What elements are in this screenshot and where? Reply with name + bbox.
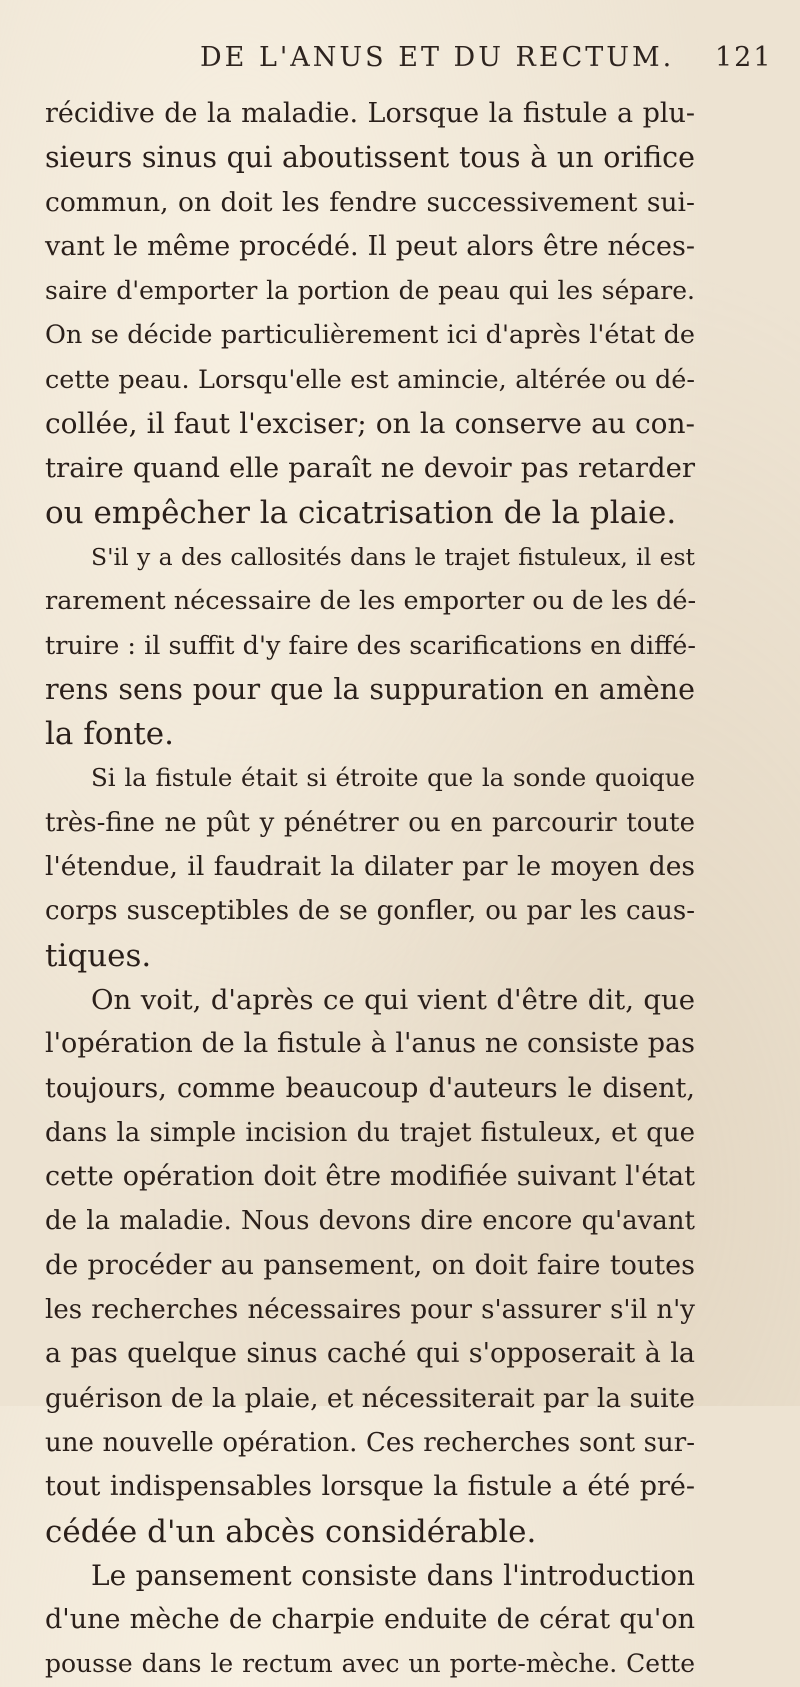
- text-line: les recherches nécessaires pour s'assurer s'il n'y: [45, 1295, 695, 1326]
- text-line: cédée d'un abcès considérable.: [45, 1513, 537, 1550]
- page-number: 121: [715, 42, 773, 73]
- text-line: l'opération de la fistule à l'anus ne consiste pas: [45, 1028, 695, 1060]
- running-title: DE L'ANUS ET DU RECTUM.: [200, 42, 675, 73]
- text-line: rens sens pour que la suppuration en amène: [45, 672, 695, 706]
- text-line: vant le même procédé. Il peut alors être néces-: [45, 230, 695, 262]
- text-line: l'étendue, il faudrait la dilater par le moyen des: [45, 851, 695, 883]
- text-line: rarement nécessaire de les emporter ou de les dé-: [45, 586, 697, 617]
- text-line: ou empêcher la cicatrisation de la plaie.: [45, 494, 677, 531]
- text-line: tout indispensables lorsque la fistule a été pré-: [45, 1471, 695, 1503]
- text-line: cette peau. Lorsqu'elle est amincie, altérée ou dé-: [45, 364, 695, 395]
- text-line: Le pansement consiste dans l'introduction: [91, 1558, 695, 1592]
- text-line: traire quand elle paraît ne devoir pas retarder: [45, 452, 695, 485]
- text-line: S'il y a des callosités dans le trajet fistuleux, il est: [91, 542, 695, 571]
- text-line: tiques.: [45, 937, 152, 974]
- text-line: récidive de la maladie. Lorsque la fistule a plu-: [45, 98, 695, 129]
- text-line: toujours, comme beaucoup d'auteurs le disent,: [45, 1072, 695, 1104]
- text-line: la fonte.: [45, 716, 175, 753]
- text-line: corps susceptibles de se gonfler, ou par les caus-: [45, 896, 695, 927]
- text-line: sieurs sinus qui aboutissent tous à un orifice: [45, 141, 695, 175]
- text-line: commun, on doit les fendre successivement sui-: [45, 186, 695, 218]
- text-line: très-fine ne pût y pénétrer ou en parcourir toute: [45, 807, 695, 838]
- text-line: Si la fistule était si étroite que la sonde quoique: [91, 763, 695, 793]
- text-line: d'une mèche de charpie enduite de cérat qu'on: [45, 1604, 695, 1636]
- text-line: dans la simple incision du trajet fistuleux, et que: [45, 1117, 695, 1148]
- text-line: collée, il faut l'exciser; on la conserve au con-: [45, 407, 695, 441]
- text-line: une nouvelle opération. Ces recherches sont sur-: [45, 1427, 695, 1458]
- text-line: guérison de la plaie, et nécessiterait par la suite: [45, 1382, 695, 1414]
- text-line: On voit, d'après ce qui vient d'être dit, que: [91, 983, 695, 1016]
- text-line: On se décide particulièrement ici d'après l'état de: [45, 320, 695, 351]
- text-line: a pas quelque sinus caché qui s'opposerait à la: [45, 1338, 695, 1370]
- text-line: pousse dans le rectum avec un porte-mèche. Cette: [45, 1649, 695, 1679]
- text-line: de procéder au pansement, on doit faire toutes: [45, 1249, 695, 1281]
- body-text: [45, 92, 695, 1687]
- text-line: truire : il suffit d'y faire des scarifications en diffé-: [45, 630, 696, 661]
- text-line: saire d'emporter la portion de peau qui les sépare.: [45, 276, 695, 306]
- text-line: de la maladie. Nous devons dire encore qu'avant: [45, 1206, 695, 1237]
- text-line: cette opération doit être modifiée suivant l'état: [45, 1161, 695, 1193]
- running-head: [0, 36, 800, 76]
